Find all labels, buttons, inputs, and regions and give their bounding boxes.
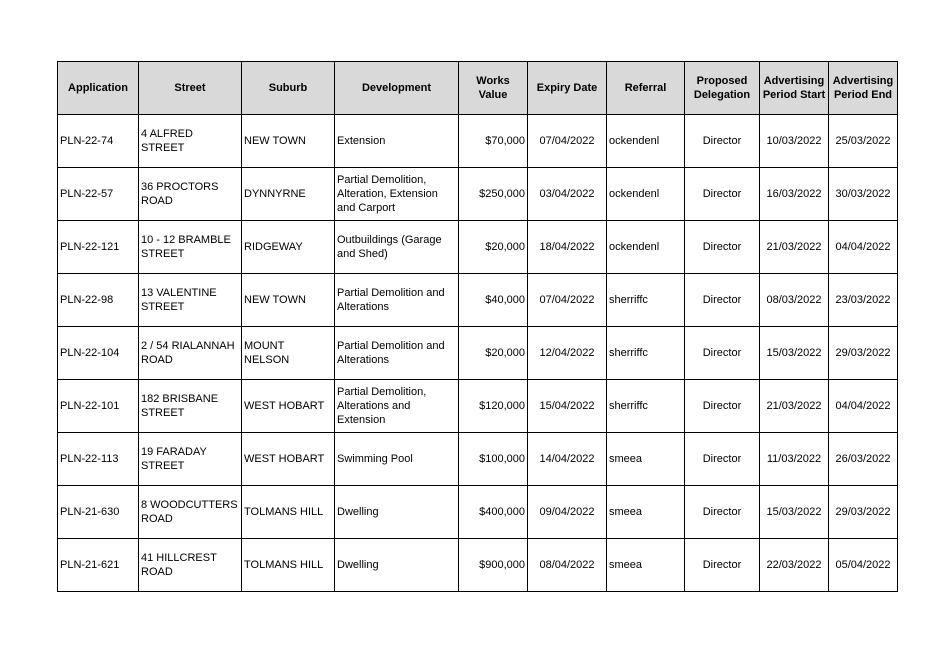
cell-development: Dwelling xyxy=(335,486,459,539)
cell-development: Dwelling xyxy=(335,539,459,592)
cell-works-value: $120,000 xyxy=(459,380,528,433)
cell-development: Partial Demolition and Alterations xyxy=(335,327,459,380)
cell-application: PLN-21-630 xyxy=(58,486,139,539)
cell-advertising-period-end: 25/03/2022 xyxy=(829,115,898,168)
table-row xyxy=(58,115,898,168)
cell-works-value: $70,000 xyxy=(459,115,528,168)
cell-proposed-delegation: Director xyxy=(685,274,760,327)
cell-advertising-period-start: 21/03/2022 xyxy=(760,221,829,274)
column-header-expiry-date: Expiry Date xyxy=(528,62,607,115)
cell-proposed-delegation: Director xyxy=(685,380,760,433)
cell-proposed-delegation: Director xyxy=(685,539,760,592)
cell-proposed-delegation: Director xyxy=(685,486,760,539)
column-header-proposed-delegation: Proposed Delegation xyxy=(685,62,760,115)
cell-street: 4 ALFRED STREET xyxy=(139,115,242,168)
cell-referral: ockendenl xyxy=(607,168,685,221)
cell-advertising-period-start: 08/03/2022 xyxy=(760,274,829,327)
cell-street: 10 - 12 BRAMBLE STREET xyxy=(139,221,242,274)
cell-application: PLN-22-74 xyxy=(58,115,139,168)
cell-suburb: RIDGEWAY xyxy=(242,221,335,274)
cell-referral: sherriffc xyxy=(607,274,685,327)
cell-expiry-date: 03/04/2022 xyxy=(528,168,607,221)
planning-applications-table xyxy=(57,61,898,592)
cell-suburb: NEW TOWN xyxy=(242,274,335,327)
cell-suburb: DYNNYRNE xyxy=(242,168,335,221)
cell-application: PLN-22-113 xyxy=(58,433,139,486)
header-row xyxy=(58,62,898,115)
cell-advertising-period-start: 22/03/2022 xyxy=(760,539,829,592)
cell-advertising-period-end: 23/03/2022 xyxy=(829,274,898,327)
cell-expiry-date: 07/04/2022 xyxy=(528,115,607,168)
cell-works-value: $400,000 xyxy=(459,486,528,539)
cell-proposed-delegation: Director xyxy=(685,115,760,168)
cell-advertising-period-start: 11/03/2022 xyxy=(760,433,829,486)
cell-expiry-date: 18/04/2022 xyxy=(528,221,607,274)
table-row xyxy=(58,486,898,539)
cell-development: Extension xyxy=(335,115,459,168)
cell-works-value: $100,000 xyxy=(459,433,528,486)
cell-referral: sherriffc xyxy=(607,380,685,433)
table-row xyxy=(58,221,898,274)
cell-street: 8 WOODCUTTERS ROAD xyxy=(139,486,242,539)
cell-referral: ockendenl xyxy=(607,115,685,168)
cell-advertising-period-start: 15/03/2022 xyxy=(760,327,829,380)
cell-works-value: $20,000 xyxy=(459,221,528,274)
cell-advertising-period-end: 29/03/2022 xyxy=(829,486,898,539)
column-header-suburb: Suburb xyxy=(242,62,335,115)
cell-street: 182 BRISBANE STREET xyxy=(139,380,242,433)
column-header-development: Development xyxy=(335,62,459,115)
cell-referral: sherriffc xyxy=(607,327,685,380)
cell-application: PLN-22-101 xyxy=(58,380,139,433)
cell-referral: smeea xyxy=(607,539,685,592)
cell-advertising-period-start: 21/03/2022 xyxy=(760,380,829,433)
table-row xyxy=(58,168,898,221)
cell-expiry-date: 15/04/2022 xyxy=(528,380,607,433)
table-row xyxy=(58,380,898,433)
cell-advertising-period-end: 05/04/2022 xyxy=(829,539,898,592)
cell-street: 2 / 54 RIALANNAH ROAD xyxy=(139,327,242,380)
cell-suburb: MOUNT NELSON xyxy=(242,327,335,380)
table-body xyxy=(58,115,898,592)
cell-referral: smeea xyxy=(607,486,685,539)
cell-suburb: WEST HOBART xyxy=(242,380,335,433)
cell-advertising-period-end: 29/03/2022 xyxy=(829,327,898,380)
table-row xyxy=(58,274,898,327)
cell-advertising-period-start: 10/03/2022 xyxy=(760,115,829,168)
cell-works-value: $250,000 xyxy=(459,168,528,221)
cell-development: Partial Demolition and Alterations xyxy=(335,274,459,327)
cell-advertising-period-start: 16/03/2022 xyxy=(760,168,829,221)
cell-expiry-date: 14/04/2022 xyxy=(528,433,607,486)
table-header xyxy=(58,62,898,115)
cell-application: PLN-22-98 xyxy=(58,274,139,327)
cell-suburb: TOLMANS HILL xyxy=(242,539,335,592)
cell-suburb: NEW TOWN xyxy=(242,115,335,168)
cell-street: 36 PROCTORS ROAD xyxy=(139,168,242,221)
cell-advertising-period-end: 04/04/2022 xyxy=(829,221,898,274)
column-header-street: Street xyxy=(139,62,242,115)
column-header-advertising-period-end: Advertising Period End xyxy=(829,62,898,115)
cell-works-value: $20,000 xyxy=(459,327,528,380)
cell-street: 19 FARADAY STREET xyxy=(139,433,242,486)
cell-advertising-period-end: 04/04/2022 xyxy=(829,380,898,433)
cell-street: 13 VALENTINE STREET xyxy=(139,274,242,327)
cell-expiry-date: 09/04/2022 xyxy=(528,486,607,539)
cell-referral: ockendenl xyxy=(607,221,685,274)
cell-works-value: $900,000 xyxy=(459,539,528,592)
table-row xyxy=(58,539,898,592)
cell-development: Outbuildings (Garage and Shed) xyxy=(335,221,459,274)
column-header-advertising-period-start: Advertising Period Start xyxy=(760,62,829,115)
cell-works-value: $40,000 xyxy=(459,274,528,327)
table-row xyxy=(58,327,898,380)
cell-development: Swimming Pool xyxy=(335,433,459,486)
cell-advertising-period-start: 15/03/2022 xyxy=(760,486,829,539)
cell-suburb: WEST HOBART xyxy=(242,433,335,486)
cell-proposed-delegation: Director xyxy=(685,327,760,380)
cell-proposed-delegation: Director xyxy=(685,221,760,274)
cell-suburb: TOLMANS HILL xyxy=(242,486,335,539)
cell-application: PLN-21-621 xyxy=(58,539,139,592)
cell-expiry-date: 12/04/2022 xyxy=(528,327,607,380)
cell-referral: smeea xyxy=(607,433,685,486)
cell-development: Partial Demolition, Alteration, Extension and Carport xyxy=(335,168,459,221)
column-header-works-value: Works Value xyxy=(459,62,528,115)
cell-application: PLN-22-57 xyxy=(58,168,139,221)
cell-street: 41 HILLCREST ROAD xyxy=(139,539,242,592)
table-row xyxy=(58,433,898,486)
cell-advertising-period-end: 26/03/2022 xyxy=(829,433,898,486)
cell-proposed-delegation: Director xyxy=(685,433,760,486)
cell-proposed-delegation: Director xyxy=(685,168,760,221)
cell-expiry-date: 07/04/2022 xyxy=(528,274,607,327)
column-header-application: Application xyxy=(58,62,139,115)
cell-expiry-date: 08/04/2022 xyxy=(528,539,607,592)
cell-application: PLN-22-121 xyxy=(58,221,139,274)
cell-application: PLN-22-104 xyxy=(58,327,139,380)
column-header-referral: Referral xyxy=(607,62,685,115)
cell-advertising-period-end: 30/03/2022 xyxy=(829,168,898,221)
cell-development: Partial Demolition, Alterations and Extension xyxy=(335,380,459,433)
